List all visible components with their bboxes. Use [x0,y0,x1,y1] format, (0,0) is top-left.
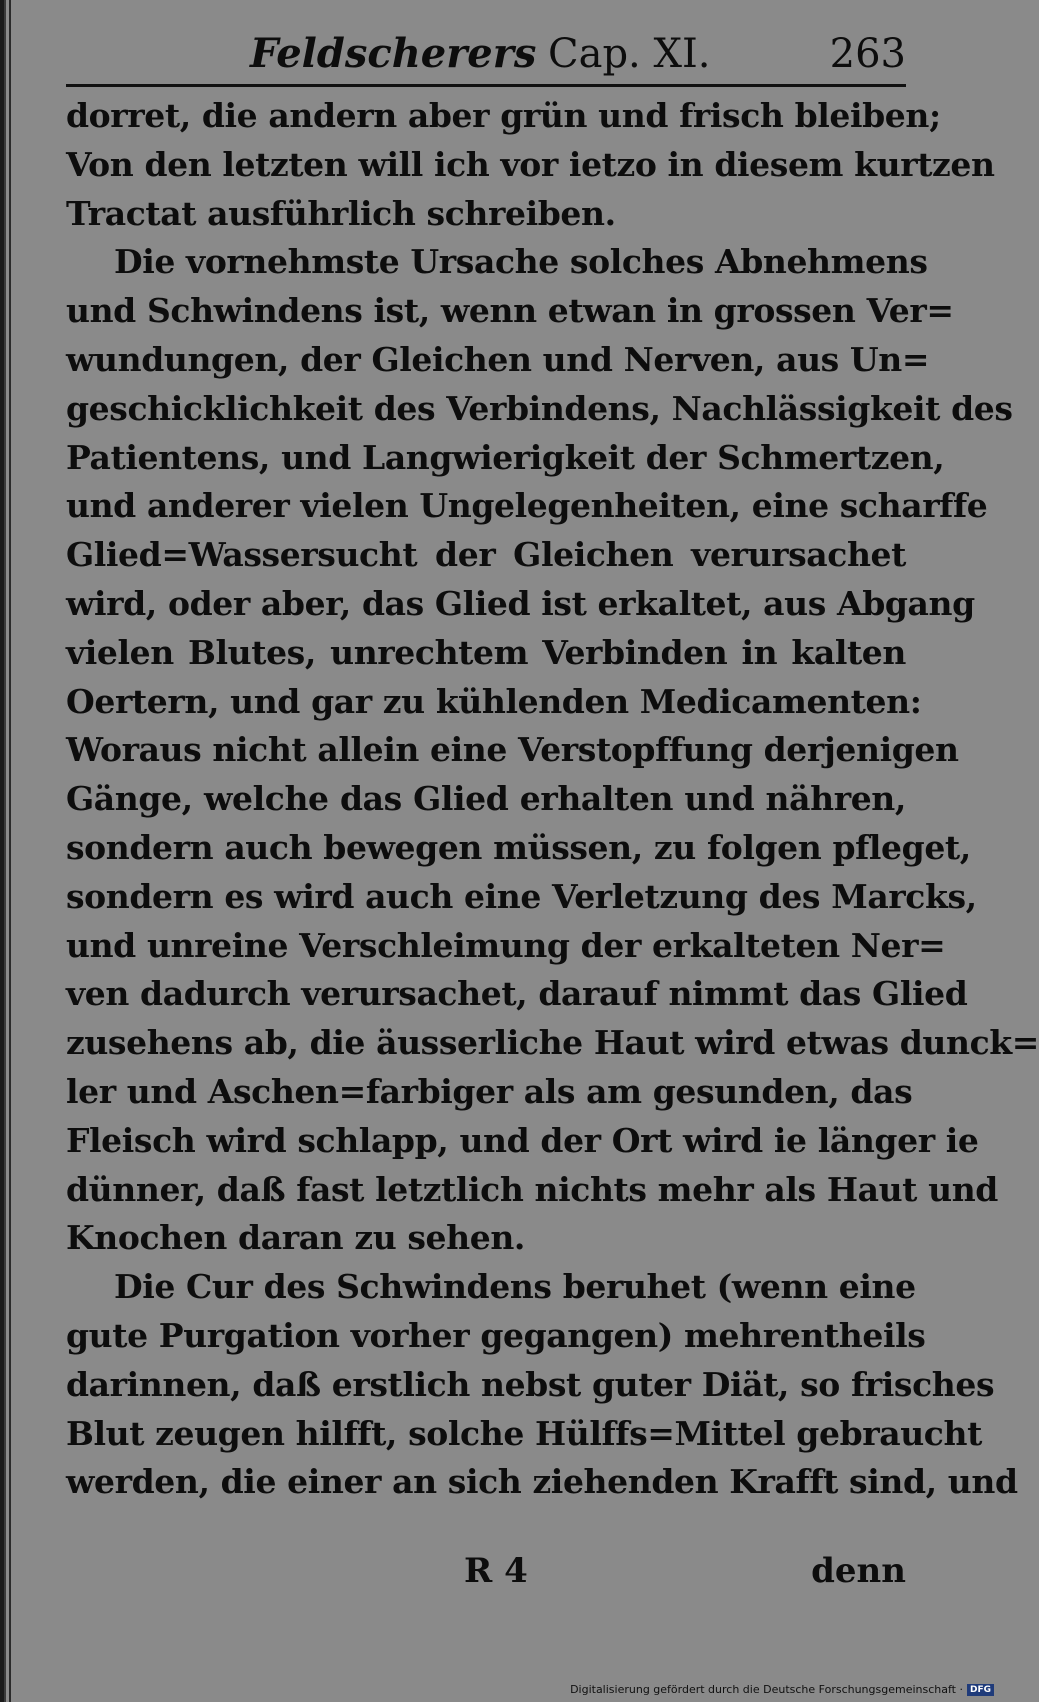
text-line: Blut zeugen hilfft, solche Hülffs=Mittel gebraucht [66,1413,982,1453]
text-line: und anderer vielen Ungelegenheiten, eine scharffe [66,486,988,526]
body-text [66,92,1039,1507]
text-line: werden, die einer an sich ziehenden Krafft sind, und [66,1462,1018,1502]
catchword: denn [811,1551,906,1591]
dfg-logo-icon: DFG [967,1684,994,1696]
text-line: und unreine Verschleimung der erkalteten Ner= [66,925,946,965]
text-line: sondern auch bewegen müssen, zu folgen pfleget, [66,827,971,867]
text-line: Gänge, welche das Glied erhalten und nähren, [66,779,906,819]
text-line: zusehens ab, die äusserliche Haut wird etwas dunck= [66,1023,1039,1063]
page-footer [66,1546,906,1596]
text-line: Knochen daran zu sehen. [66,1218,526,1258]
page-header [66,22,906,86]
chapter-label: Cap. XI. [548,31,711,77]
header-rule [66,84,906,87]
text-line: dünner, daß fast letztlich nichts mehr als Haut und [66,1169,998,1209]
signature-mark: R 4 [464,1551,528,1591]
text-line: wundungen, der Gleichen und Nerven, aus Un= [66,339,930,379]
text-line: Die Cur des Schwindens beruhet (wenn eine [114,1267,916,1307]
page-number: 263 [829,31,906,77]
text-line: Woraus nicht allein eine Verstopffung derjenigen [66,730,959,770]
text-line: Tractat ausführlich schreiben. [66,193,616,233]
text-line: darinnen, daß erstlich nebst guter Diät, so frisches [66,1364,995,1404]
text-line: ler und Aschen=farbiger als am gesunden, das [66,1071,913,1111]
text-line: Von den letzten will ich vor ietzo in diesem kurtzen [66,144,995,184]
credit-text: Digitalisierung gefördert durch die Deutsche Forschungsgemeinschaft · [570,1683,963,1696]
scan-left-edge [0,0,14,1702]
text-line: sondern es wird auch eine Verletzung des Marcks, [66,876,977,916]
text-line: Glied=Wassersucht der Gleichen verursachet [66,535,906,575]
text-line: Patientens, und Langwierigkeit der Schmertzen, [66,437,945,477]
text-line: gute Purgation vorher gegangen) mehrentheils [66,1315,926,1355]
book-page [66,22,1039,1602]
text-line: dorret, die andern aber grün und frisch bleiben; [66,96,941,135]
text-line: und Schwindens ist, wenn etwan in grossen Ver= [66,291,954,331]
text-line: ven dadurch verursachet, darauf nimmt das Glied [66,974,968,1014]
text-line: wird, oder aber, das Glied ist erkaltet, aus Abgang [66,583,975,623]
text-line: Die vornehmste Ursache solches Abnehmens [114,242,928,282]
text-line: vielen Blutes, unrechtem Verbinden in kalten [66,632,906,672]
text-line: Fleisch wird schlapp, und der Ort wird ie länger ie [66,1120,979,1160]
running-title: Feldscherers [250,30,537,77]
text-line: geschicklichkeit des Verbindens, Nachlässigkeit des [66,388,1013,428]
digitization-credit [570,1683,994,1696]
text-line: Oertern, und gar zu kühlenden Medicamenten: [66,681,922,721]
